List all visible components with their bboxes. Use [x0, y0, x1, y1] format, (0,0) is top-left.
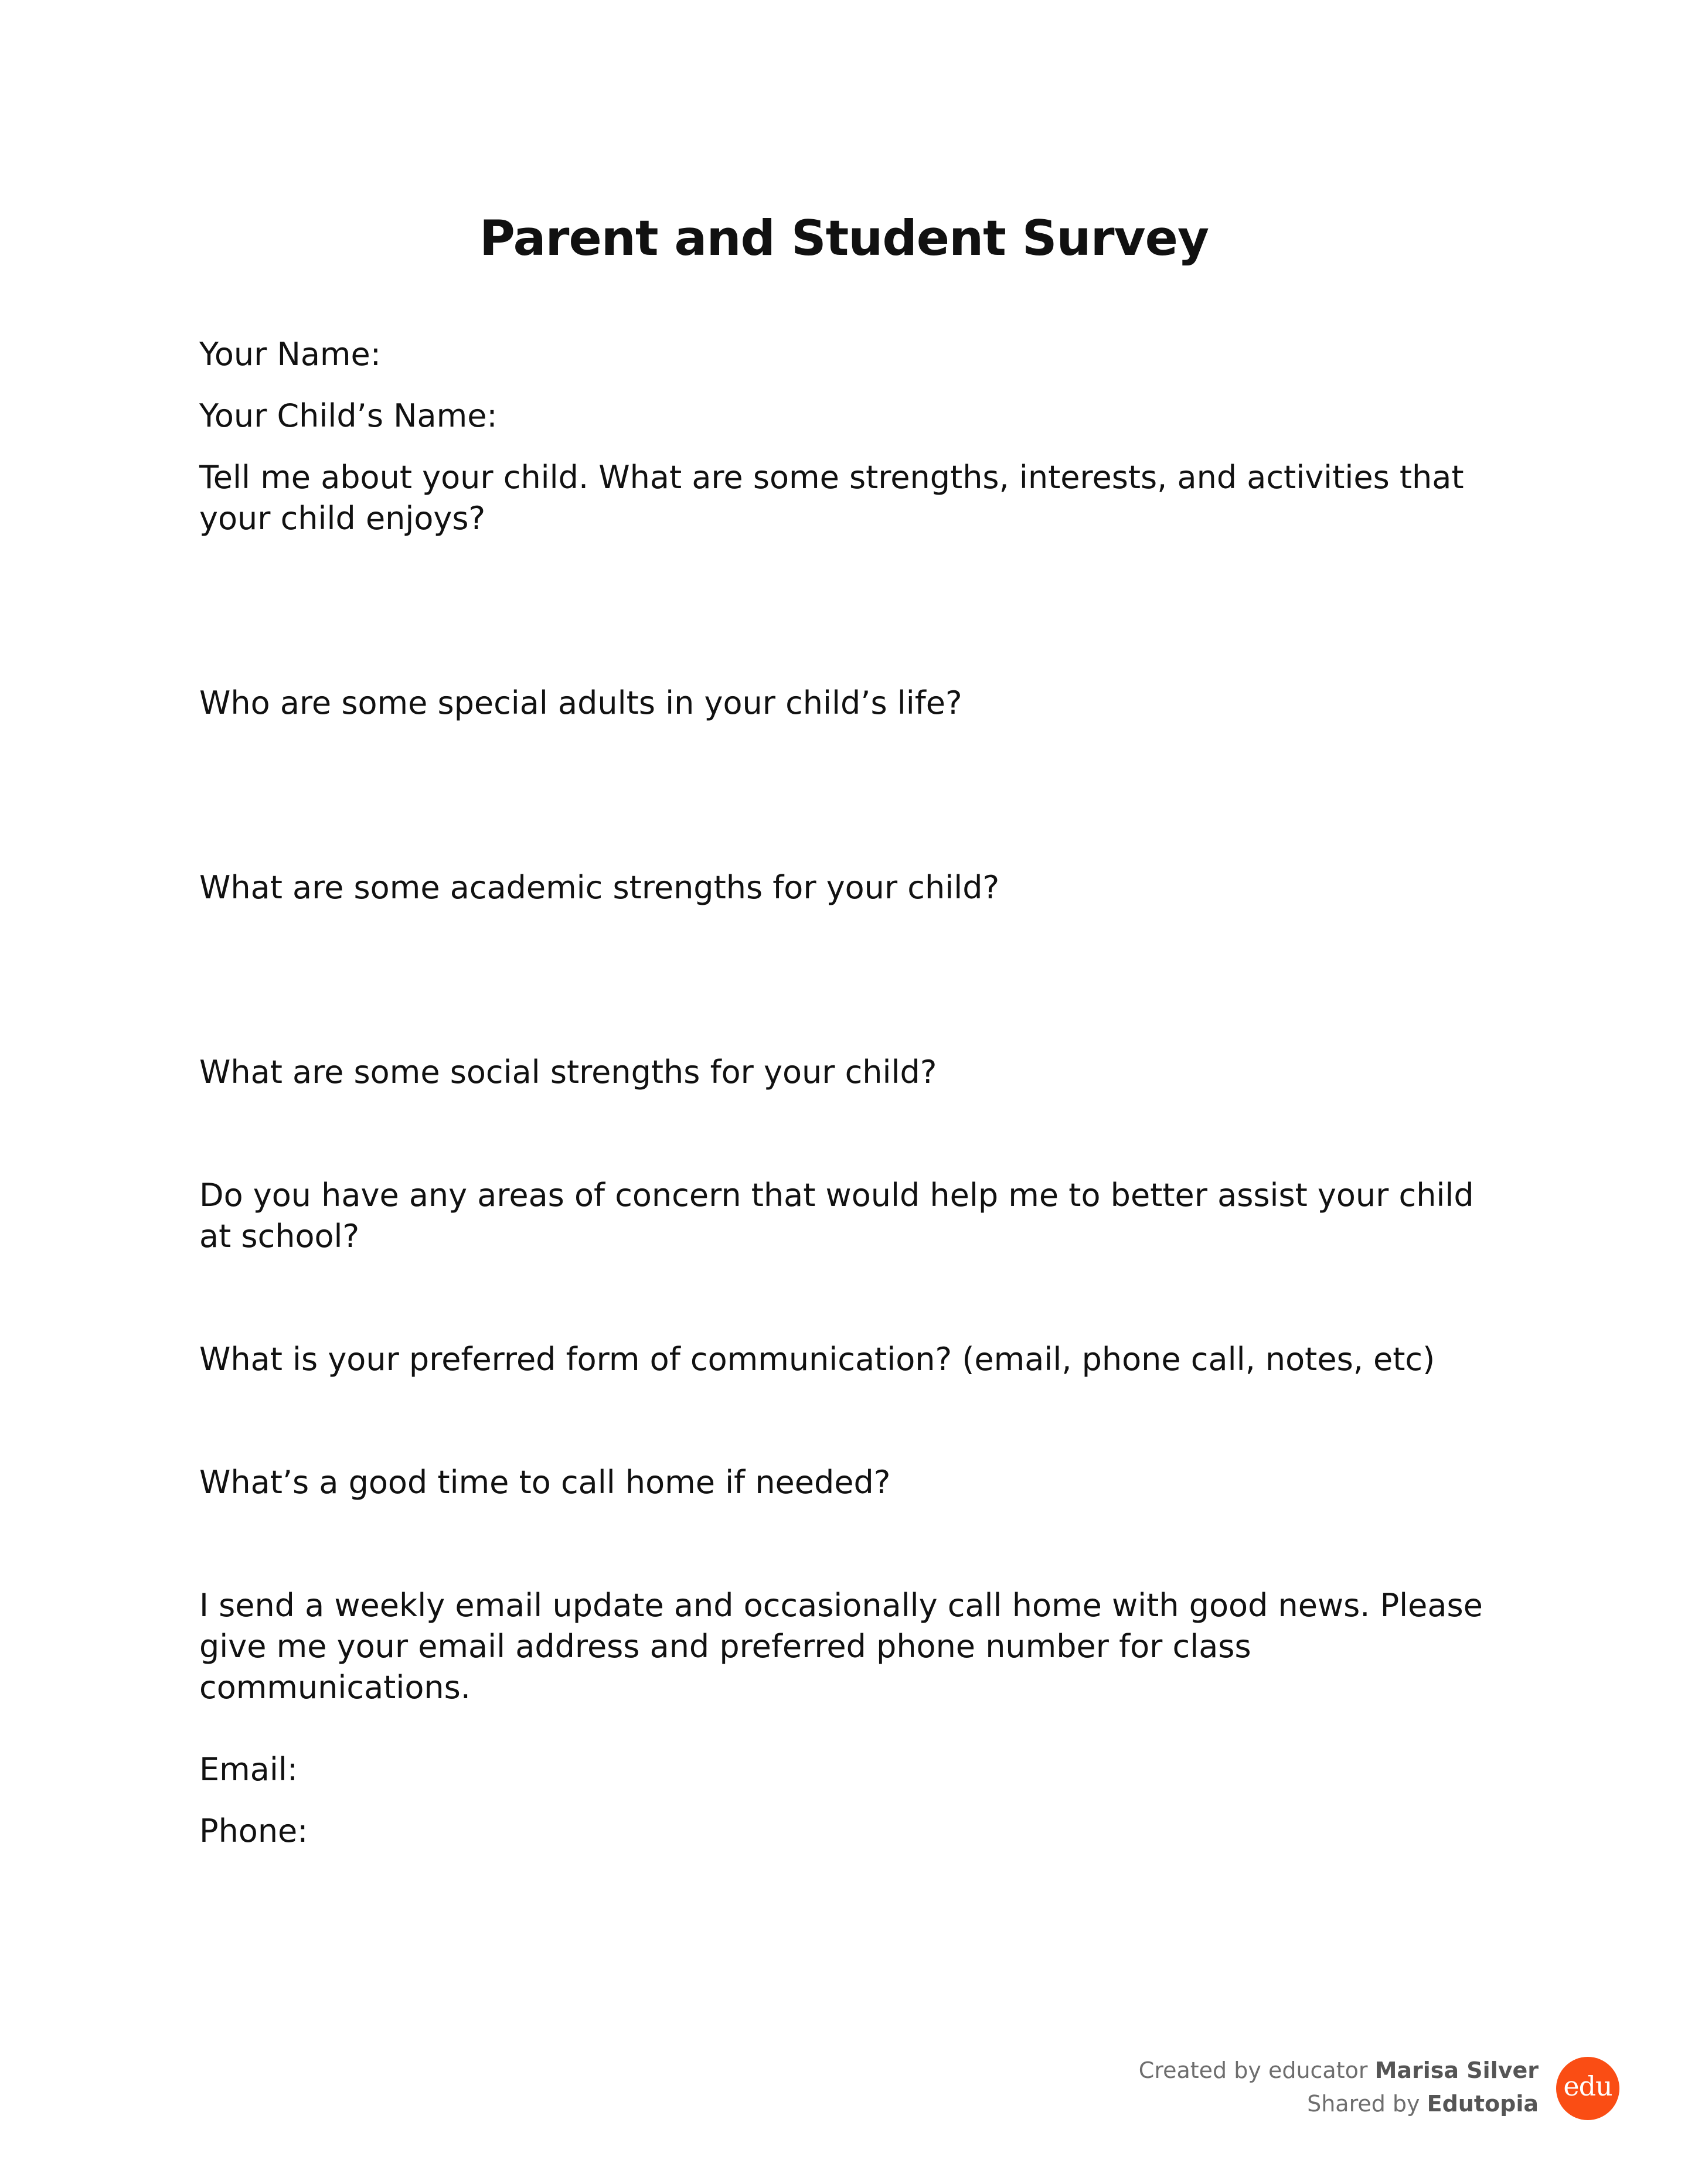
question-contact-info: I send a weekly email update and occasionally call home with good news. Please give me your email address and preferred phone number for class communications.: [199, 1587, 1483, 1706]
child-name-label: Your Child’s Name:: [199, 397, 498, 434]
edutopia-logo-icon: edu: [1556, 2057, 1619, 2120]
your-name-label: Your Name:: [199, 336, 381, 373]
question-about-child: Tell me about your child. What are some strengths, interests, and activities that your child enjoys?: [199, 459, 1464, 537]
question-special-adults: Who are some special adults in your child’s life?: [199, 684, 962, 721]
page-title: Parent and Student Survey: [479, 210, 1209, 267]
footer-shared: [1307, 2087, 1539, 2120]
footer-author: Marisa Silver: [1374, 2057, 1539, 2083]
footer-credit: [1139, 2054, 1539, 2087]
email-label: Email:: [199, 1751, 298, 1788]
phone-label: Phone:: [199, 1812, 308, 1849]
question-call-time: What’s a good time to call home if needed?: [199, 1464, 891, 1501]
footer-created-prefix: Created by educator: [1138, 2057, 1368, 2083]
question-concerns: Do you have any areas of concern that would help me to better assist your child at school?: [199, 1177, 1474, 1255]
footer-shared-prefix: Shared by: [1307, 2091, 1420, 2117]
question-academic-strengths: What are some academic strengths for your child?: [199, 869, 1000, 906]
question-social-strengths: What are some social strengths for your child?: [199, 1054, 937, 1091]
question-communication: What is your preferred form of communication? (email, phone call, notes, etc): [199, 1341, 1435, 1378]
footer-publisher: Edutopia: [1427, 2091, 1539, 2117]
